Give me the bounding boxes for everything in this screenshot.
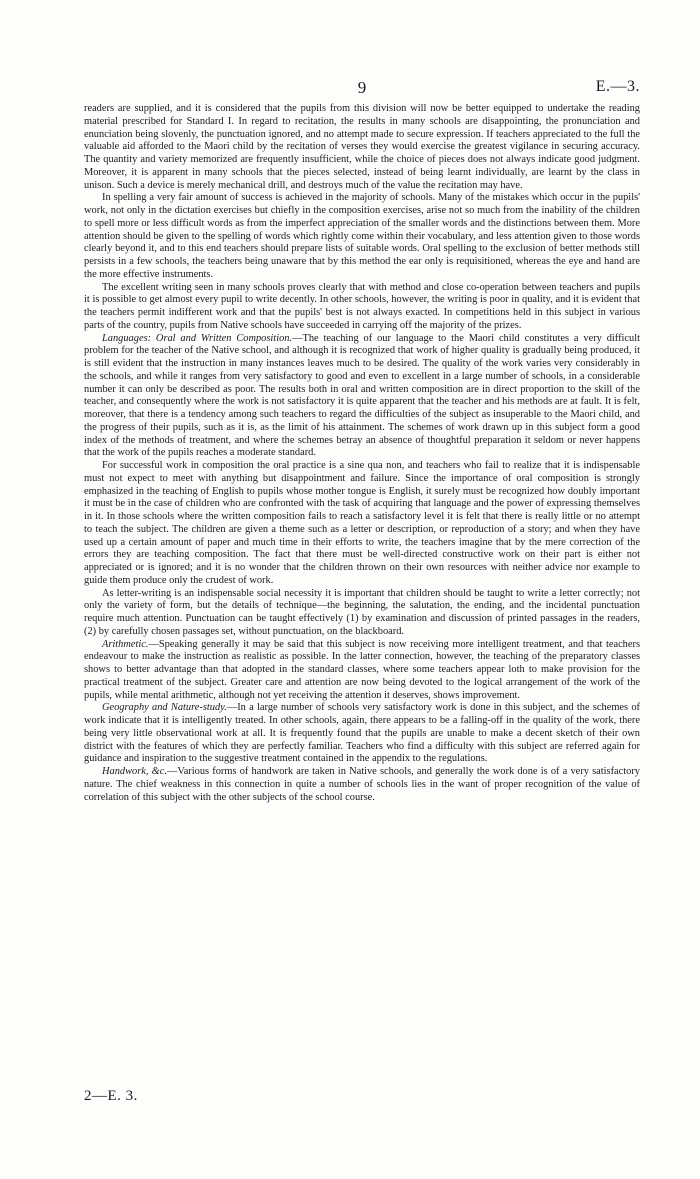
page-signature: 2—E. 3. — [84, 1088, 138, 1104]
page-header — [84, 78, 640, 102]
paragraph-spelling: In spelling a very fair amount of success is achieved in the majority of schools. Many of the mistakes which occur in the pupils' work, not only in the dictation exercises but chiefly in the composition exercises, arise not so much from the inability of the children to spell more or less difficult words as from the imperfect appreciation of the smaller words and the distinctions between them. More attention should be given to the spelling of words which rightly come within their vocabulary, and less attention given to those words clearly beyond it, and to this end teachers should prepare lists of suitable words. Oral spelling to the exclusion of better methods still persists in a few schools, the teachers being unaware that by this method the ear only is requisitioned, whereas the eye and hand are the more effective instruments. — [84, 192, 640, 280]
paragraph-handwork: Handwork, &c.—Various forms of handwork are taken in Native schools, and generally the work done is of a very satisfactory nature. The chief weakness in this connection in quite a number of schools lies in the want of proper recognition of the value of correlation of this subject with the other subjects of the school course. — [84, 766, 640, 803]
paragraph-arithmetic: Arithmetic.—Speaking generally it may be said that this subject is now receiving more intelligent treatment, and that teachers endeavour to make the instruction as realistic as possible. In the latter connection, however, the teaching of the preparatory classes shows to better advantage than that adopted in the standard classes, where some teachers appear loth to make provision for the practical treatment of the subject. Greater care and attention are now being devoted to the logical arrangement of the work of the pupils, while mental arithmetic, although not yet receiving the attention it deserves, shows improvement. — [84, 638, 640, 701]
paragraph-writing: The excellent writing seen in many schools proves clearly that with method and close co-operation between teachers and pupils it is possible to get almost every pupil to write decently. In other schools, however, the writing is poor in quality, and it is evident that the teachers permit indifferent work and that the pupils' best is not always exacted. In competitions held in this subject in various parts of the country, pupils from Native schools have succeeded in carrying off the majority of the prizes. — [84, 281, 640, 331]
section-heading-handwork: Handwork, &c. — [102, 766, 167, 777]
paragraph-geography: Geography and Nature-study.—In a large number of schools very satisfactory work is done in this subject, and the schemes of work indicate that it is intelligently treated. In other schools, again, there appears to be a falling-off in the quality of the work, there being very little observational work at all. It is frequently found that the pupils are unable to make a decent sketch of their own district with the features of which they are perfectly familiar. Teachers who find a difficulty with this subject are referred again for guidance and inspiration to the suggestive treatment contained in the appendix to the regulations. — [84, 702, 640, 765]
section-heading-arithmetic: Arithmetic. — [102, 638, 149, 650]
report-body — [84, 103, 640, 804]
section-heading-languages: Languages: Oral and Written Composition. — [102, 332, 293, 344]
paragraph-oral-composition: For successful work in composition the oral practice is a sine qua non, and teachers who fail to realize that it is indispensable must not expect to meet with anything but disappointment and failure. Since the importance of oral composition is strongly emphasized in the teaching of English to pupils whose mother tongue is English, it surely must be recognized how doubly important it must be in the case of children who are confronted with the task of acquiring that language and the power of expressing themselves in it. In those schools where the written composition fails to reach a satisfactory level it is felt that there is really little or no attempt to teach the subject. The children are given a theme such as a letter or description, or reproduction of a story; and when they have used up a certain amount of paper and much time in their efforts to write, the teachers imagine that by the mere correction of the errors they are teaching composition. The fact that there must be well-directed constructive work on their part is either not appreciated or is ignored; and it is no wonder that the children thrown on their own resources with neither advice nor example to guide them produce only the crudest of work. — [84, 460, 640, 586]
section-heading-geography: Geography and Nature-study. — [102, 702, 227, 714]
paragraph-reading-recitation: readers are supplied, and it is considered that the pupils from this division will now be better equipped to undertake the reading material prescribed for Standard I. In regard to recitation, the results in many schools are disappointing, the pronunciation and enunciation being slovenly, the punctuation ignored, and no attempt made to secure expression. If teachers appreciated to the full the valuable aid afforded to the Maori child by the recitation of verses they would exercise the greatest vigilance in securing accuracy. The quantity and variety memorized are frequently insufficient, while the choice of pieces does not always indicate good judgment. Moreover, it is apparent in many schools that the pieces selected, instead of being learnt individually, are learnt by the class in unison. Such a device is merely mechanical drill, and destroys much of the value the recitation may have. — [84, 103, 640, 191]
paragraph-letter-writing: As letter-writing is an indispensable social necessity it is important that children should be taught to write a letter correctly; not only the variety of form, but the details of technique—the beginning, the salutation, the ending, and the incidental punctuation require much attention. Punctuation can be taught effectively (1) by examination and discussion of printed passages in the readers, (2) by carefully chosen passages set, without punctuation, on the blackboard. — [84, 587, 640, 637]
report-code: E.—3. — [595, 78, 640, 95]
page-number: 9 — [357, 78, 367, 97]
paragraph-languages: Languages: Oral and Written Composition.—The teaching of our language to the Maori child constitutes a very difficult problem for the teacher of the Native school, and although it is recognized that work of higher quality is gradually being produced, it is still evident that the instruction in many instances leaves much to be desired. The quality of the work varies very considerably in the schools, and while it ranges from very satisfactory to good and even to excellent in a large number of schools, in a considerable number it can only be described as poor. The results both in oral and written composition are in direct proportion to the skill of the teacher, and consequently where the work is not satisfactory it is quite apparent that the teacher and his methods are at fault. It is felt, moreover, that there is a tendency among such teachers to regard the difficulties of the subject as insuperable to the Maori child, and the progress of their pupils, such as it is, as the limit of his attainment. The schemes of work drawn up in this subject form a good index of the methods of treatment, and where the schemes betray an absence of thoughtful preparation it seldom or never happens that the work of the pupils reaches a moderate standard. — [84, 332, 641, 459]
